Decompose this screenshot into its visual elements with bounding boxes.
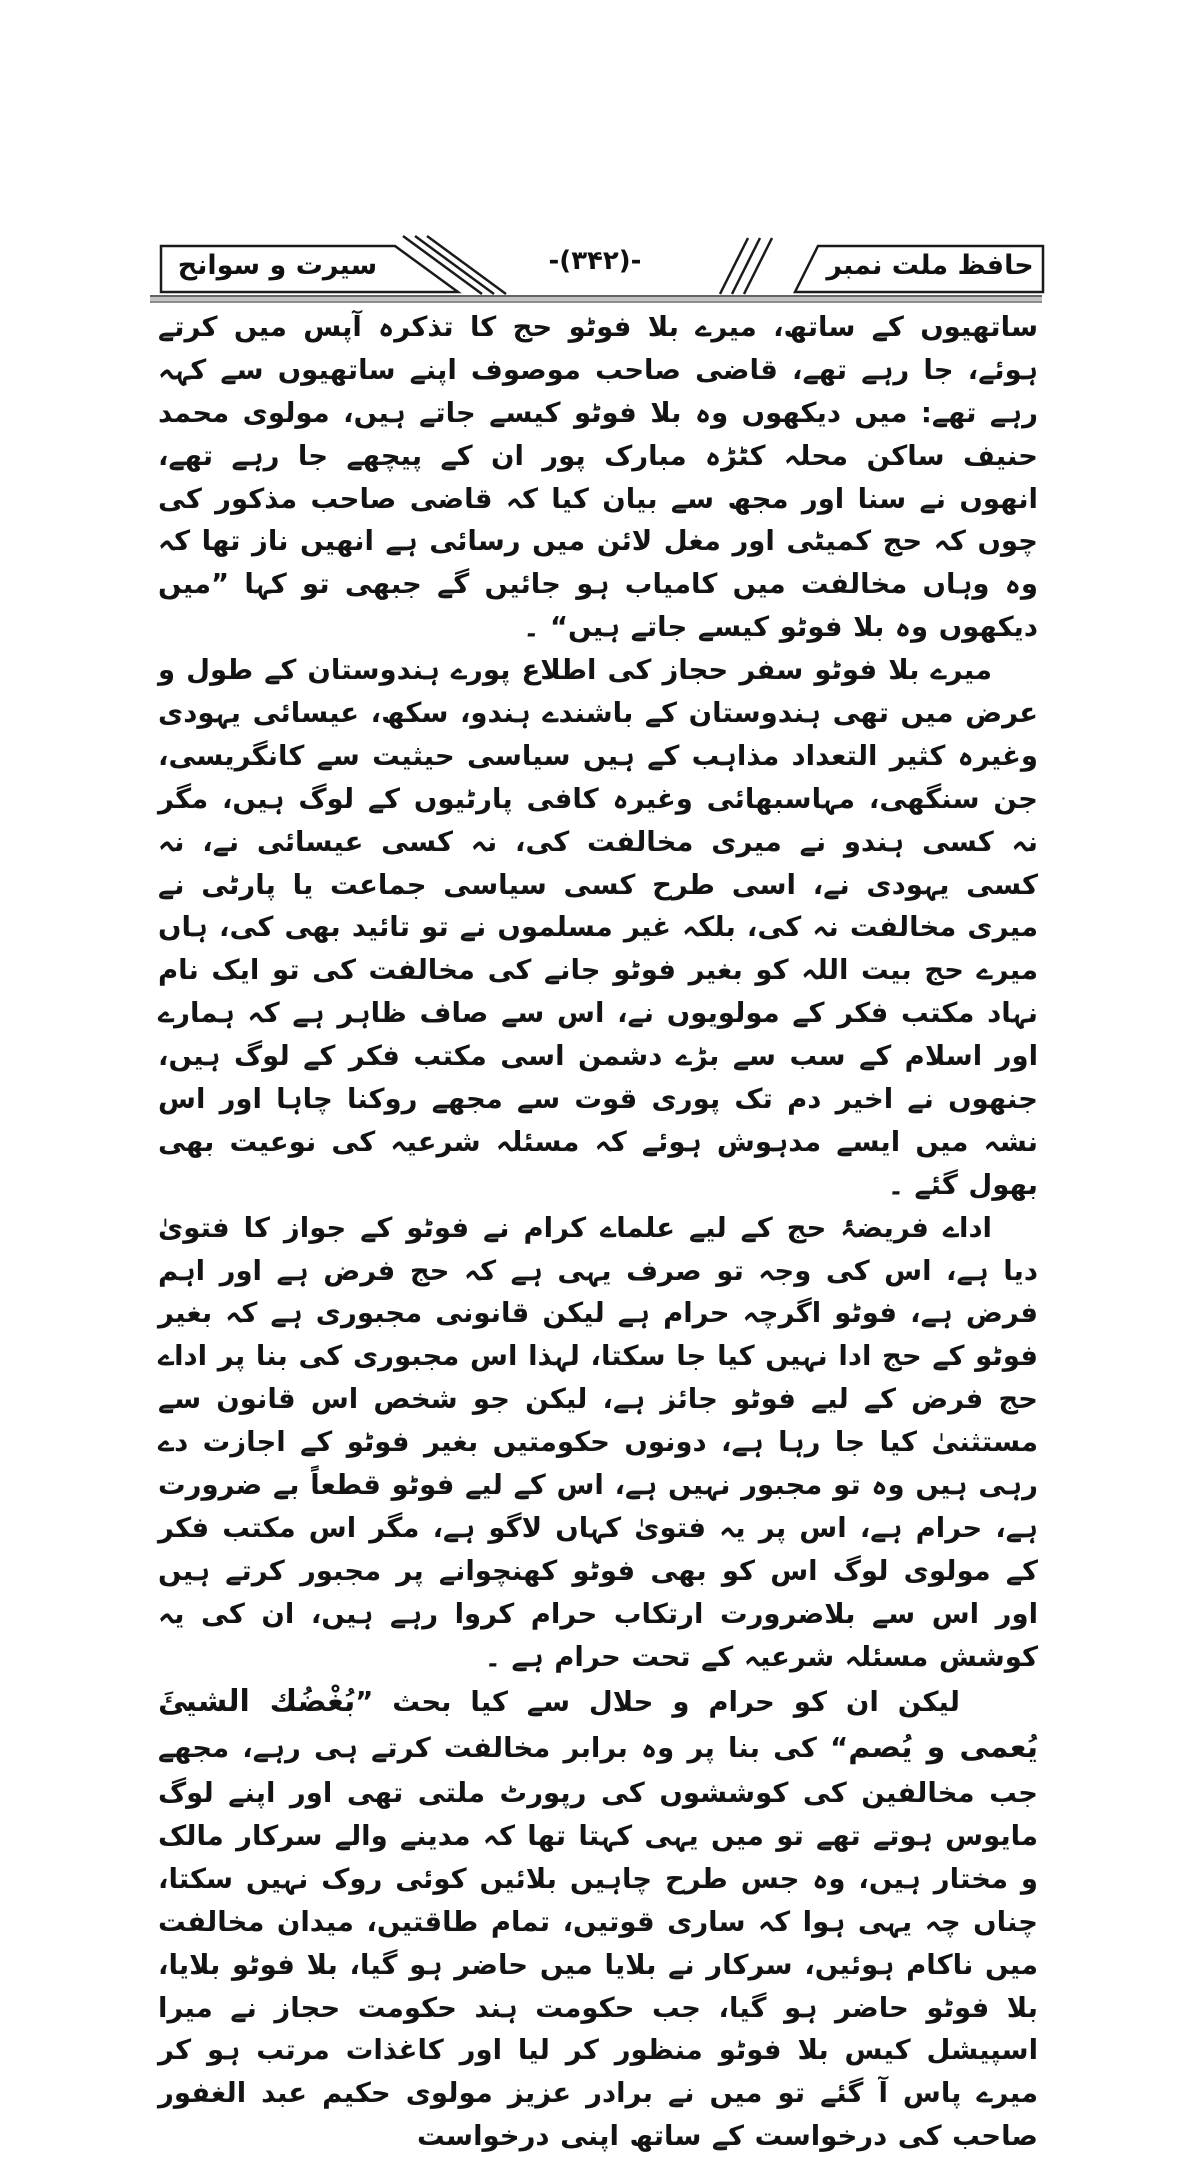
left-tab-title: سیرت و سوانح: [170, 250, 385, 281]
paragraph: اداے فریضۂ حج کے لیے علماے کرام نے فوٹو کے جواز کا فتویٰ دیا ہے، اس کی وجہ تو صرف یہی ہے کہ حج فرض ہے اور اہم فرض ہے، فوٹو اگرچہ حرام ہے لیکن قانونی مجبوری ہے کہ بغیر فوٹو کے حج ادا نہیں کیا جا سکتا، لہذا اس مجبوری کی بنا پر اداے حج فرض کے لیے فوٹو جائز ہے، لیکن جو شخص اس قانون سے مستثنیٰ کیا جا رہا ہے، دونوں حکومتیں بغیر فوٹو کے اجازت دے رہی ہیں وہ تو مجبور نہیں ہے، اس کے لیے فوٹو قطعاً بے ضرورت ہے، حرام ہے، اس پر یہ فتویٰ کہاں لاگو ہے، مگر اس مکتب فکر کے مولوی لوگ اس کو بھی فوٹو کھنچوانے پر مجبور کرتے ہیں اور اس سے بلاضرورت ارتکاب حرام کروا رہے ہیں، ان کی یہ کوشش مسئلہ شرعیہ کے تحت حرام ہے ۔: [158, 1207, 1038, 1679]
body-text: [158, 306, 1038, 2158]
arabic-quotation: بُغْضُك الشيئَ يُعمى و يُصم: [158, 1684, 1038, 1766]
right-tab-title: حافظ ملت نمبر: [821, 250, 1039, 281]
paragraph: میرے بلا فوٹو سفر حجاز کی اطلاع پورے ہندوستان کے طول و عرض میں تھی ہندوستان کے باشندے ہندو، سکھ، عیسائی یہودی وغیرہ کثیر التعداد مذاہب کے ہیں سیاسی حیثیت سے کانگریسی، جن سنگھی، مہاسبھائی وغیرہ کافی پارٹیوں کے لوگ ہیں، مگر نہ کسی ہندو نے میری مخالفت کی، نہ کسی عیسائی نے، نہ کسی یہودی نے، اسی طرح کسی سیاسی جماعت یا پارٹی نے میری مخالفت نہ کی، بلکہ غیر مسلموں نے تو تائید بھی کی، ہاں میرے حج بیت اللہ کو بغیر فوٹو جانے کی مخالفت کی تو ایک نام نہاد مکتب فکر کے مولویوں نے، اس سے صاف ظاہر ہے کہ ہمارے اور اسلام کے سب سے بڑے دشمن اسی مکتب فکر کے لوگ ہیں، جنھوں نے اخیر دم تک پوری قوت سے مجھے روکنا چاہا اور اس نشہ میں ایسے مدہوش ہوئے کہ مسئلہ شرعیہ کی نوعیت بھی بھول گئے ۔: [158, 649, 1038, 1207]
header-left-tab: [160, 236, 520, 294]
paragraph-text: لیکن ان کو حرام و حلال سے کیا بحث ”: [355, 1686, 960, 1718]
paragraph-text: “ کی بنا پر وہ برابر مخالفت کرتے ہی رہے، مجھے جب مخالفین کی کوششوں کی رپورٹ ملتی تھی اور اپنے لوگ مایوس ہوتے تھے تو میں یہی کہتا تھا کہ مدینے والے سرکار مالک و مختار ہیں، وہ جس طرح چاہیں بلائیں کوئی روک نہیں سکتا، چناں چہ یہی ہوا کہ ساری قوتیں، تمام طاقتیں، میدان مخالفت میں ناکام ہوئیں، سرکار نے بلایا میں حاضر ہو گیا، بلا فوٹو بلایا، بلا فوٹو حاضر ہو گیا، جب حکومت ہند حکومت حجاز نے میرا اسپیشل کیس بلا فوٹو منظور کر لیا اور کاغذات مرتب ہو کر میرے پاس آ گئے تو میں نے برادر عزیز مولوی حکیم عبد الغفور صاحب کی درخواست کے ساتھ اپنی درخواست: [158, 1732, 1038, 2152]
paragraph: [158, 1679, 1038, 2158]
header-right-tab: [700, 236, 1045, 294]
paragraph: ساتھیوں کے ساتھ، میرے بلا فوٹو حج کا تذکرہ آپس میں کرتے ہوئے، جا رہے تھے، قاضی صاحب موصوف اپنے ساتھیوں سے کہہ رہے تھے: میں دیکھوں وہ بلا فوٹو کیسے جاتے ہیں، مولوی محمد حنیف ساکن محلہ کٹڑہ مبارک پور ان کے پیچھے جا رہے تھے، انھوں نے سنا اور مجھ سے بیان کیا کہ قاضی صاحب مذکور کی چوں کہ حج کمیٹی اور مغل لائن میں رسائی ہے انھیں ناز تھا کہ وہ وہاں مخالفت میں کامیاب ہو جائیں گے جبھی تو کہا ”میں دیکھوں وہ بلا فوٹو کیسے جاتے ہیں“ ۔: [158, 306, 1038, 649]
page-number: -(۳۴۲)-: [549, 246, 642, 276]
header-rule: [150, 295, 1042, 303]
page-header: [0, 236, 1190, 300]
